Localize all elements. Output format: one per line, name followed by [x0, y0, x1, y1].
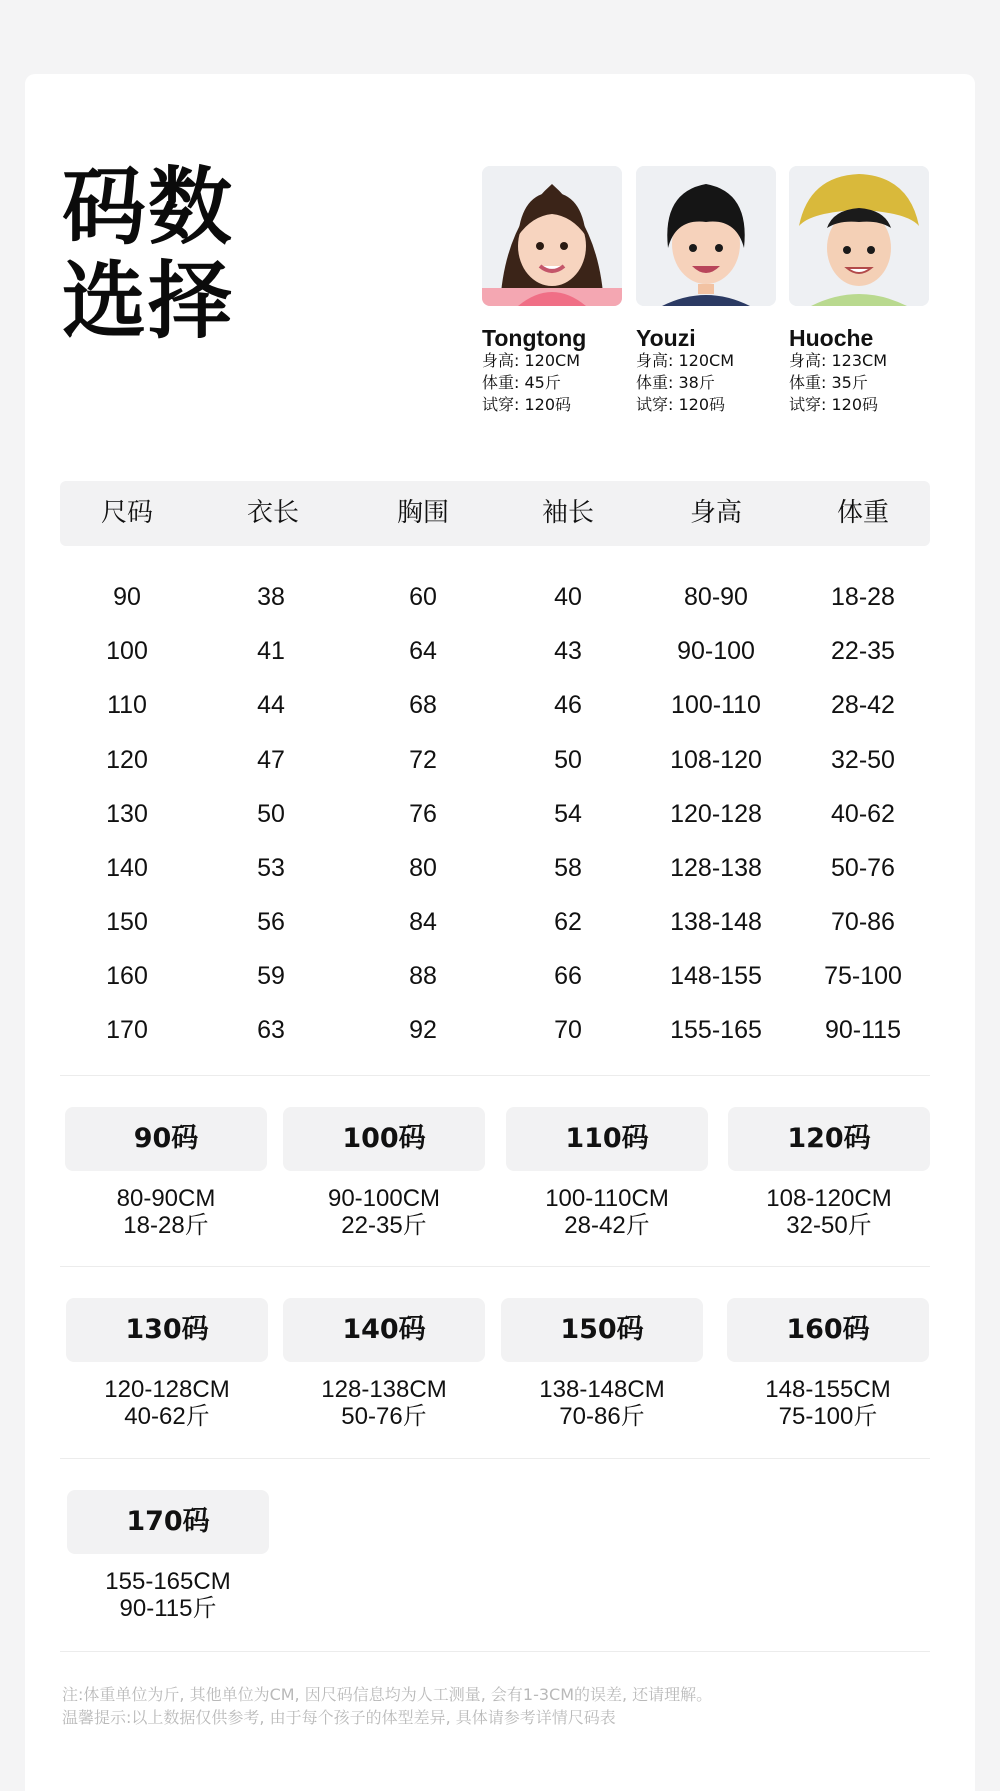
model-weight: 体重: 35斤: [789, 373, 868, 392]
size-height-range: 90-100CM: [327, 1185, 441, 1212]
table-cell: 90: [113, 583, 141, 611]
size-weight-range: 90-115斤: [119, 1595, 217, 1622]
size-label: 90码: [65, 1107, 267, 1171]
table-cell: 44: [257, 691, 285, 719]
size-weight-range: 18-28斤: [123, 1212, 209, 1239]
size-label: 140码: [283, 1298, 485, 1362]
table-cell: 18-28: [831, 583, 895, 611]
table-cell: 63: [257, 1016, 285, 1044]
table-cell: 54: [554, 800, 582, 828]
table-row: [0, 841, 950, 895]
size-label: 120码: [728, 1107, 930, 1171]
table-cell: 59: [257, 962, 285, 990]
size-card-90: [65, 1107, 267, 1239]
size-label: 160码: [727, 1298, 929, 1362]
table-cell: 32-50: [831, 746, 895, 774]
table-cell: 76: [409, 800, 437, 828]
table-cell: 155-165: [670, 1016, 762, 1044]
table-cell: 148-155: [670, 962, 762, 990]
model-height: 身高: 120CM: [636, 351, 734, 370]
table-cell: 108-120: [670, 746, 762, 774]
size-card-160: [727, 1298, 929, 1430]
size-height-range: 138-148CM: [539, 1376, 665, 1403]
reference-tip: 温馨提示:以上数据仅供参考, 由于每个孩子的体型差异, 具体请参考详情尺码表: [62, 1708, 616, 1727]
model-photo-huoche: [789, 166, 929, 306]
table-row: [0, 1003, 950, 1057]
size-card-110: [506, 1107, 708, 1239]
table-cell: 75-100: [824, 962, 902, 990]
size-weight-range: 40-62斤: [124, 1403, 210, 1430]
model-name: Huoche: [789, 325, 874, 351]
size-weight-range: 22-35斤: [341, 1212, 427, 1239]
table-cell: 70: [554, 1016, 582, 1044]
table-cell: 56: [257, 908, 285, 936]
size-card-120: [728, 1107, 930, 1239]
table-cell: 70-86: [831, 908, 895, 936]
model-name: Youzi: [636, 325, 696, 351]
size-height-range: 128-138CM: [321, 1376, 447, 1403]
model-card-huoche: [789, 166, 932, 416]
model-fit-size: 试穿: 120码: [636, 395, 726, 414]
size-height-range: 148-155CM: [765, 1376, 891, 1403]
column-header-weight: 体重: [836, 498, 889, 528]
model-photo-tongtong: [482, 166, 622, 306]
table-cell: 110: [107, 691, 147, 719]
table-cell: 90-115: [825, 1016, 901, 1044]
model-height: 身高: 123CM: [789, 351, 887, 370]
table-cell: 41: [257, 637, 285, 665]
table-cell: 60: [409, 583, 437, 611]
table-cell: 140: [106, 854, 148, 882]
model-photo-youzi: [636, 166, 776, 306]
size-weight-range: 70-86斤: [559, 1403, 645, 1430]
size-card-100: [283, 1107, 485, 1239]
size-weight-range: 75-100斤: [778, 1403, 878, 1430]
model-height: 身高: 120CM: [482, 351, 580, 370]
model-card-tongtong: [482, 166, 625, 416]
table-cell: 46: [554, 691, 582, 719]
size-label: 110码: [506, 1107, 708, 1171]
model-card-youzi: [636, 166, 779, 416]
table-cell: 68: [409, 691, 437, 719]
table-cell: 62: [554, 908, 582, 936]
table-row: [0, 733, 950, 787]
table-cell: 100: [106, 637, 148, 665]
section-divider: [60, 1266, 930, 1267]
section-divider: [60, 1075, 930, 1076]
column-header-chest: 胸围: [396, 498, 449, 528]
table-cell: 88: [409, 962, 437, 990]
table-cell: 40-62: [831, 800, 895, 828]
page-title-line-2: 选择: [62, 252, 235, 350]
size-height-range: 80-90CM: [116, 1185, 216, 1212]
table-cell: 22-35: [831, 637, 895, 665]
size-label: 150码: [501, 1298, 703, 1362]
table-cell: 170: [106, 1016, 148, 1044]
section-divider: [60, 1458, 930, 1459]
size-card-170: [67, 1490, 269, 1622]
table-cell: 150: [106, 908, 148, 936]
model-list: [482, 166, 942, 426]
table-cell: 128-138: [670, 854, 762, 882]
table-row: [0, 949, 950, 1003]
measurement-note: 注:体重单位为斤, 其他单位为CM, 因尺码信息均为人工测量, 会有1-3CM的误差, 还请理解。: [62, 1685, 713, 1704]
size-height-range: 100-110CM: [545, 1185, 669, 1212]
page-title: [62, 160, 234, 348]
table-cell: 84: [409, 908, 437, 936]
table-cell: 92: [409, 1016, 437, 1044]
table-cell: 72: [409, 746, 437, 774]
model-fit-size: 试穿: 120码: [482, 395, 572, 414]
table-cell: 80-90: [684, 583, 748, 611]
table-cell: 90-100: [677, 637, 755, 665]
table-cell: 28-42: [831, 691, 895, 719]
model-weight: 体重: 45斤: [482, 373, 561, 392]
table-cell: 160: [106, 962, 148, 990]
table-cell: 100-110: [671, 691, 761, 719]
size-weight-range: 28-42斤: [564, 1212, 650, 1239]
table-cell: 64: [409, 637, 437, 665]
size-label: 170码: [67, 1490, 269, 1554]
table-cell: 58: [554, 854, 582, 882]
column-header-height: 身高: [689, 498, 742, 528]
table-row: [0, 678, 950, 732]
table-cell: 80: [409, 854, 437, 882]
table-row: [0, 787, 950, 841]
table-cell: 38: [257, 583, 285, 611]
table-row: [0, 895, 950, 949]
table-cell: 50-76: [831, 854, 895, 882]
table-row: [0, 624, 950, 678]
size-height-range: 108-120CM: [766, 1185, 892, 1212]
size-height-range: 155-165CM: [105, 1568, 231, 1595]
size-label: 100码: [283, 1107, 485, 1171]
table-cell: 120-128: [670, 800, 762, 828]
table-cell: 50: [554, 746, 582, 774]
table-row: [0, 570, 950, 624]
size-table-header: [60, 481, 930, 546]
size-card-150: [501, 1298, 703, 1430]
column-header-size: 尺码: [100, 498, 153, 528]
table-cell: 40: [554, 583, 582, 611]
size-card-130: [66, 1298, 268, 1430]
table-cell: 53: [257, 854, 285, 882]
table-cell: 138-148: [670, 908, 762, 936]
size-label: 130码: [66, 1298, 268, 1362]
column-header-sleeve: 袖长: [541, 498, 594, 528]
model-fit-size: 试穿: 120码: [789, 395, 879, 414]
size-card-140: [283, 1298, 485, 1430]
size-weight-range: 32-50斤: [786, 1212, 872, 1239]
model-weight: 体重: 38斤: [636, 373, 715, 392]
model-name: Tongtong: [482, 325, 587, 351]
table-cell: 130: [106, 800, 148, 828]
table-cell: 120: [106, 746, 148, 774]
size-weight-range: 50-76斤: [341, 1403, 427, 1430]
table-cell: 66: [554, 962, 582, 990]
table-cell: 47: [257, 746, 285, 774]
table-cell: 43: [554, 637, 582, 665]
table-cell: 50: [257, 800, 285, 828]
page-title-line-1: 码数: [62, 158, 235, 256]
size-height-range: 120-128CM: [104, 1376, 230, 1403]
column-header-length: 衣长: [246, 498, 299, 528]
section-divider: [60, 1651, 930, 1652]
